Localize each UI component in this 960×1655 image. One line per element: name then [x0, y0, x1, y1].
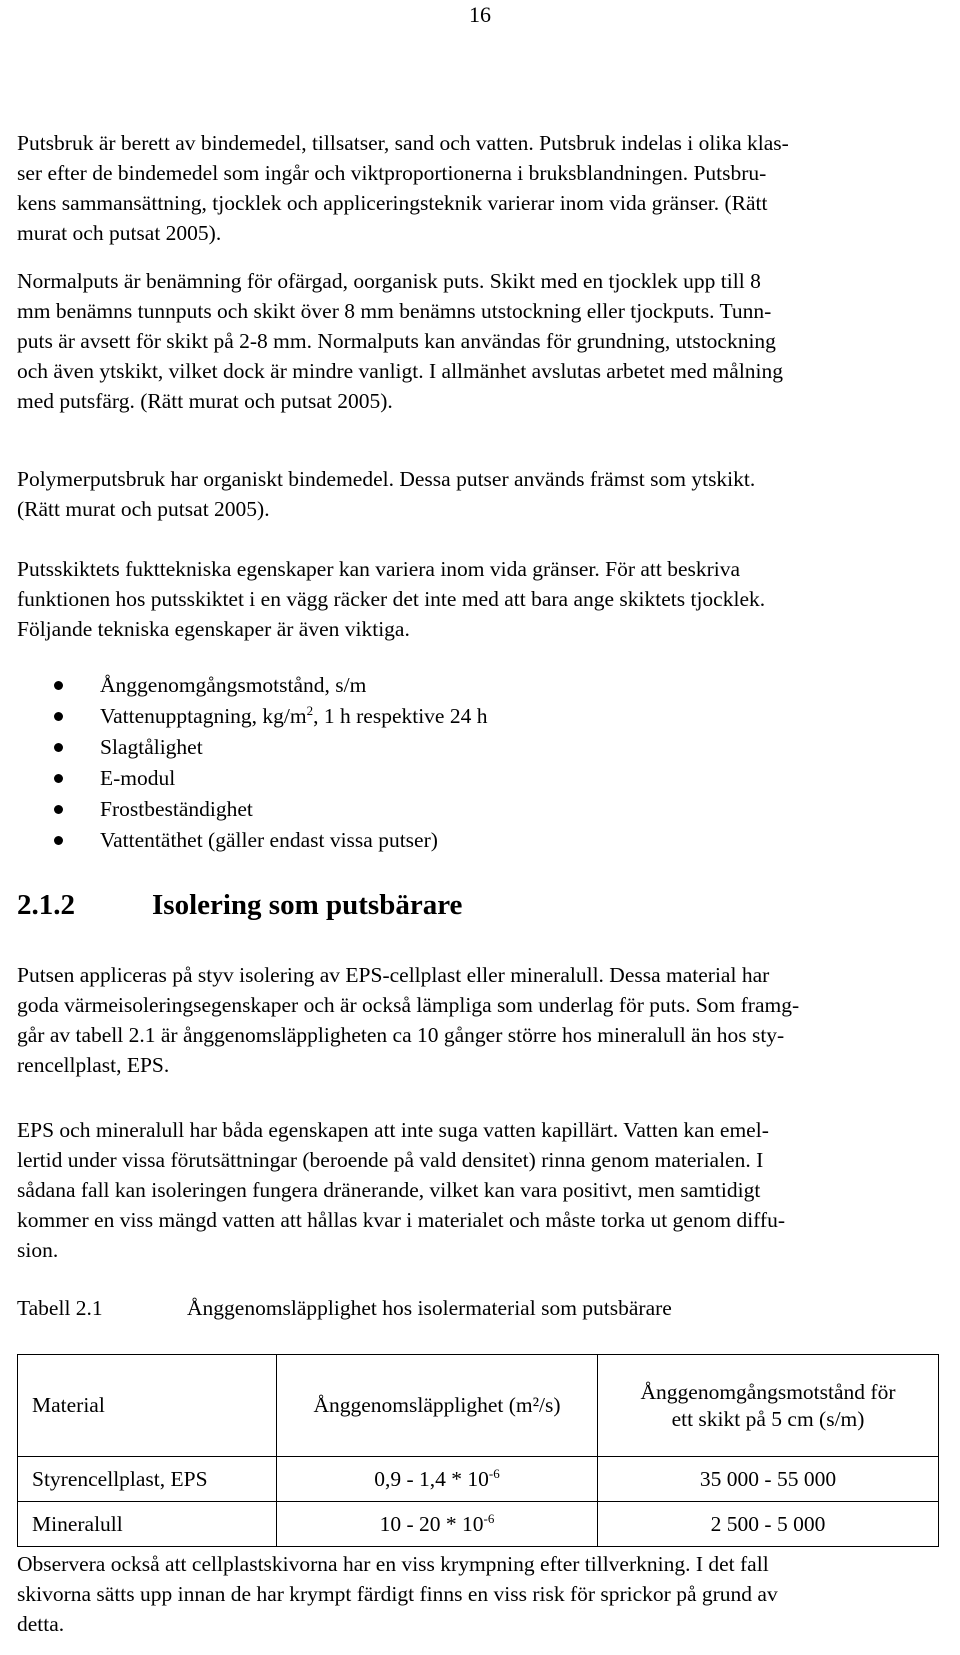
text-line: Normalputs är benämning för ofärgad, oorganisk puts. Skikt med en tjocklek upp till 8	[17, 269, 761, 293]
cell-permeability: $10 - 20 * 10^{-6}$	[277, 1502, 598, 1547]
cell-material: Styrencellplast, EPS	[18, 1457, 277, 1502]
bullet-icon	[54, 712, 63, 721]
list-item-label: Ånggenomgångsmotstånd, s/m	[100, 673, 367, 697]
cell-material: Mineralull	[18, 1502, 277, 1547]
text-line: Följande tekniska egenskaper är även viktiga.	[17, 617, 410, 641]
header-resistance: Ånggenomgångsmotstånd för ett skikt på 5 cm (s/m)	[598, 1355, 939, 1457]
header-permeability: Ånggenomsläpplighet (m²/s)	[277, 1355, 598, 1457]
text-line: kens sammansättning, tjocklek och appliceringsteknik varierar inom vida gränser. (Rätt	[17, 191, 768, 215]
table-row	[18, 1502, 939, 1547]
text-line: Putsskiktets fukttekniska egenskaper kan variera inom vida gränser. För att beskriva	[17, 557, 741, 581]
table-caption-text: Ånggenomsläpplighet hos isolermaterial som putsbärare	[187, 1296, 672, 1320]
table-caption-label: Tabell 2.1	[17, 1296, 103, 1320]
list-item-label: Frostbeständighet	[100, 797, 253, 821]
section-heading	[17, 889, 462, 922]
text-line: (Rätt murat och putsat 2005).	[17, 497, 270, 521]
text-line: detta.	[17, 1612, 65, 1636]
paragraph-eps-mineralull	[17, 1115, 937, 1265]
table-row	[18, 1457, 939, 1502]
cell-resistance: 35 000 - 55 000	[598, 1457, 939, 1502]
text-line: lertid under vissa förutsättningar (beroende på vald densitet) rinna genom materialen. I	[17, 1148, 764, 1172]
paragraph-polymerputsbruk	[17, 464, 937, 524]
bullet-icon	[54, 836, 63, 845]
text-line: puts är avsett för skikt på 2-8 mm. Normalputs kan användas för grundning, utstockning	[17, 329, 776, 353]
text-line: Putsen appliceras på styv isolering av EPS-cellplast eller mineralull. Dessa material har	[17, 963, 770, 987]
cell-resistance: 2 500 - 5 000	[598, 1502, 939, 1547]
section-title: Isolering som putsbärare	[152, 889, 463, 921]
table-header-row	[18, 1355, 939, 1457]
list-item-label: E-modul	[100, 766, 176, 790]
page-number: 16	[469, 2, 491, 27]
list-item-label: Slagtålighet	[100, 735, 203, 759]
text-line: mm benämns tunnputs och skikt över 8 mm benämns utstockning eller tjockputs. Tunn-	[17, 299, 772, 323]
bullet-icon	[54, 805, 63, 814]
property-list	[17, 670, 917, 856]
list-item	[17, 825, 917, 856]
text-line: med putsfärg. (Rätt murat och putsat 2005).	[17, 389, 393, 413]
text-line: ser efter de bindemedel som ingår och viktproportionerna i bruksblandningen. Putsbru-	[17, 161, 767, 185]
header-material: Material	[18, 1355, 277, 1457]
list-item-label: Vattentäthet (gäller endast vissa putser)	[100, 828, 438, 852]
text-line: Observera också att cellplastskivorna har en viss krympning efter tillverkning. I det fall	[17, 1552, 769, 1576]
bullet-icon	[54, 681, 63, 690]
permeability-table	[17, 1354, 939, 1547]
text-line: Polymerputsbruk har organiskt bindemedel. Dessa putser används främst som ytskikt.	[17, 467, 756, 491]
list-item-label: Vattenupptagning, $kg/m^2$, 1 h respektive 24 h	[100, 702, 488, 728]
text-line: kommer en viss mängd vatten att hållas kvar i materialet och måste torka ut genom diffu-	[17, 1208, 786, 1232]
text-line: funktionen hos putsskiktet i en vägg räcker det inte med att bara ange skiktets tjocklek.	[17, 587, 766, 611]
text-line: skivorna sätts upp innan de har krympt färdigt finns en viss risk för sprickor på grund av	[17, 1582, 778, 1606]
bullet-icon	[54, 774, 63, 783]
text-line: goda värmeisoleringsegenskaper och är också lämpliga som underlag för puts. Som framg-	[17, 993, 800, 1017]
table-caption	[17, 1296, 672, 1321]
list-item	[17, 763, 917, 794]
list-item	[17, 732, 917, 763]
text-line: EPS och mineralull har båda egenskapen att inte suga vatten kapillärt. Vatten kan emel-	[17, 1118, 769, 1142]
text-line: rencellplast, EPS.	[17, 1053, 170, 1077]
text-line: Putsbruk är berett av bindemedel, tillsatser, sand och vatten. Putsbruk indelas i olika klas-	[17, 131, 789, 155]
cell-permeability: $0,9 - 1,4 * 10^{-6}$	[277, 1457, 598, 1502]
paragraph-isolering	[17, 960, 937, 1080]
section-number: 2.1.2	[17, 889, 75, 921]
list-item	[17, 701, 917, 732]
paragraph-normalputs	[17, 266, 937, 416]
text-line: och även ytskikt, vilket dock är mindre vanligt. I allmänhet avslutas arbetet med målning	[17, 359, 784, 383]
text-line: murat och putsat 2005).	[17, 221, 222, 245]
paragraph-putsbruk	[17, 128, 937, 248]
text-line: sion.	[17, 1238, 59, 1262]
list-item	[17, 670, 917, 701]
text-line: sådana fall kan isoleringen fungera dränerande, vilket kan vara positivt, men samtidigt	[17, 1178, 761, 1202]
bullet-icon	[54, 743, 63, 752]
list-item	[17, 794, 917, 825]
paragraph-fukttekniska	[17, 554, 937, 644]
paragraph-krympning	[17, 1549, 937, 1639]
text-line: går av tabell 2.1 är ånggenomsläppligheten ca 10 gånger större hos mineralull än hos sty-	[17, 1023, 785, 1047]
